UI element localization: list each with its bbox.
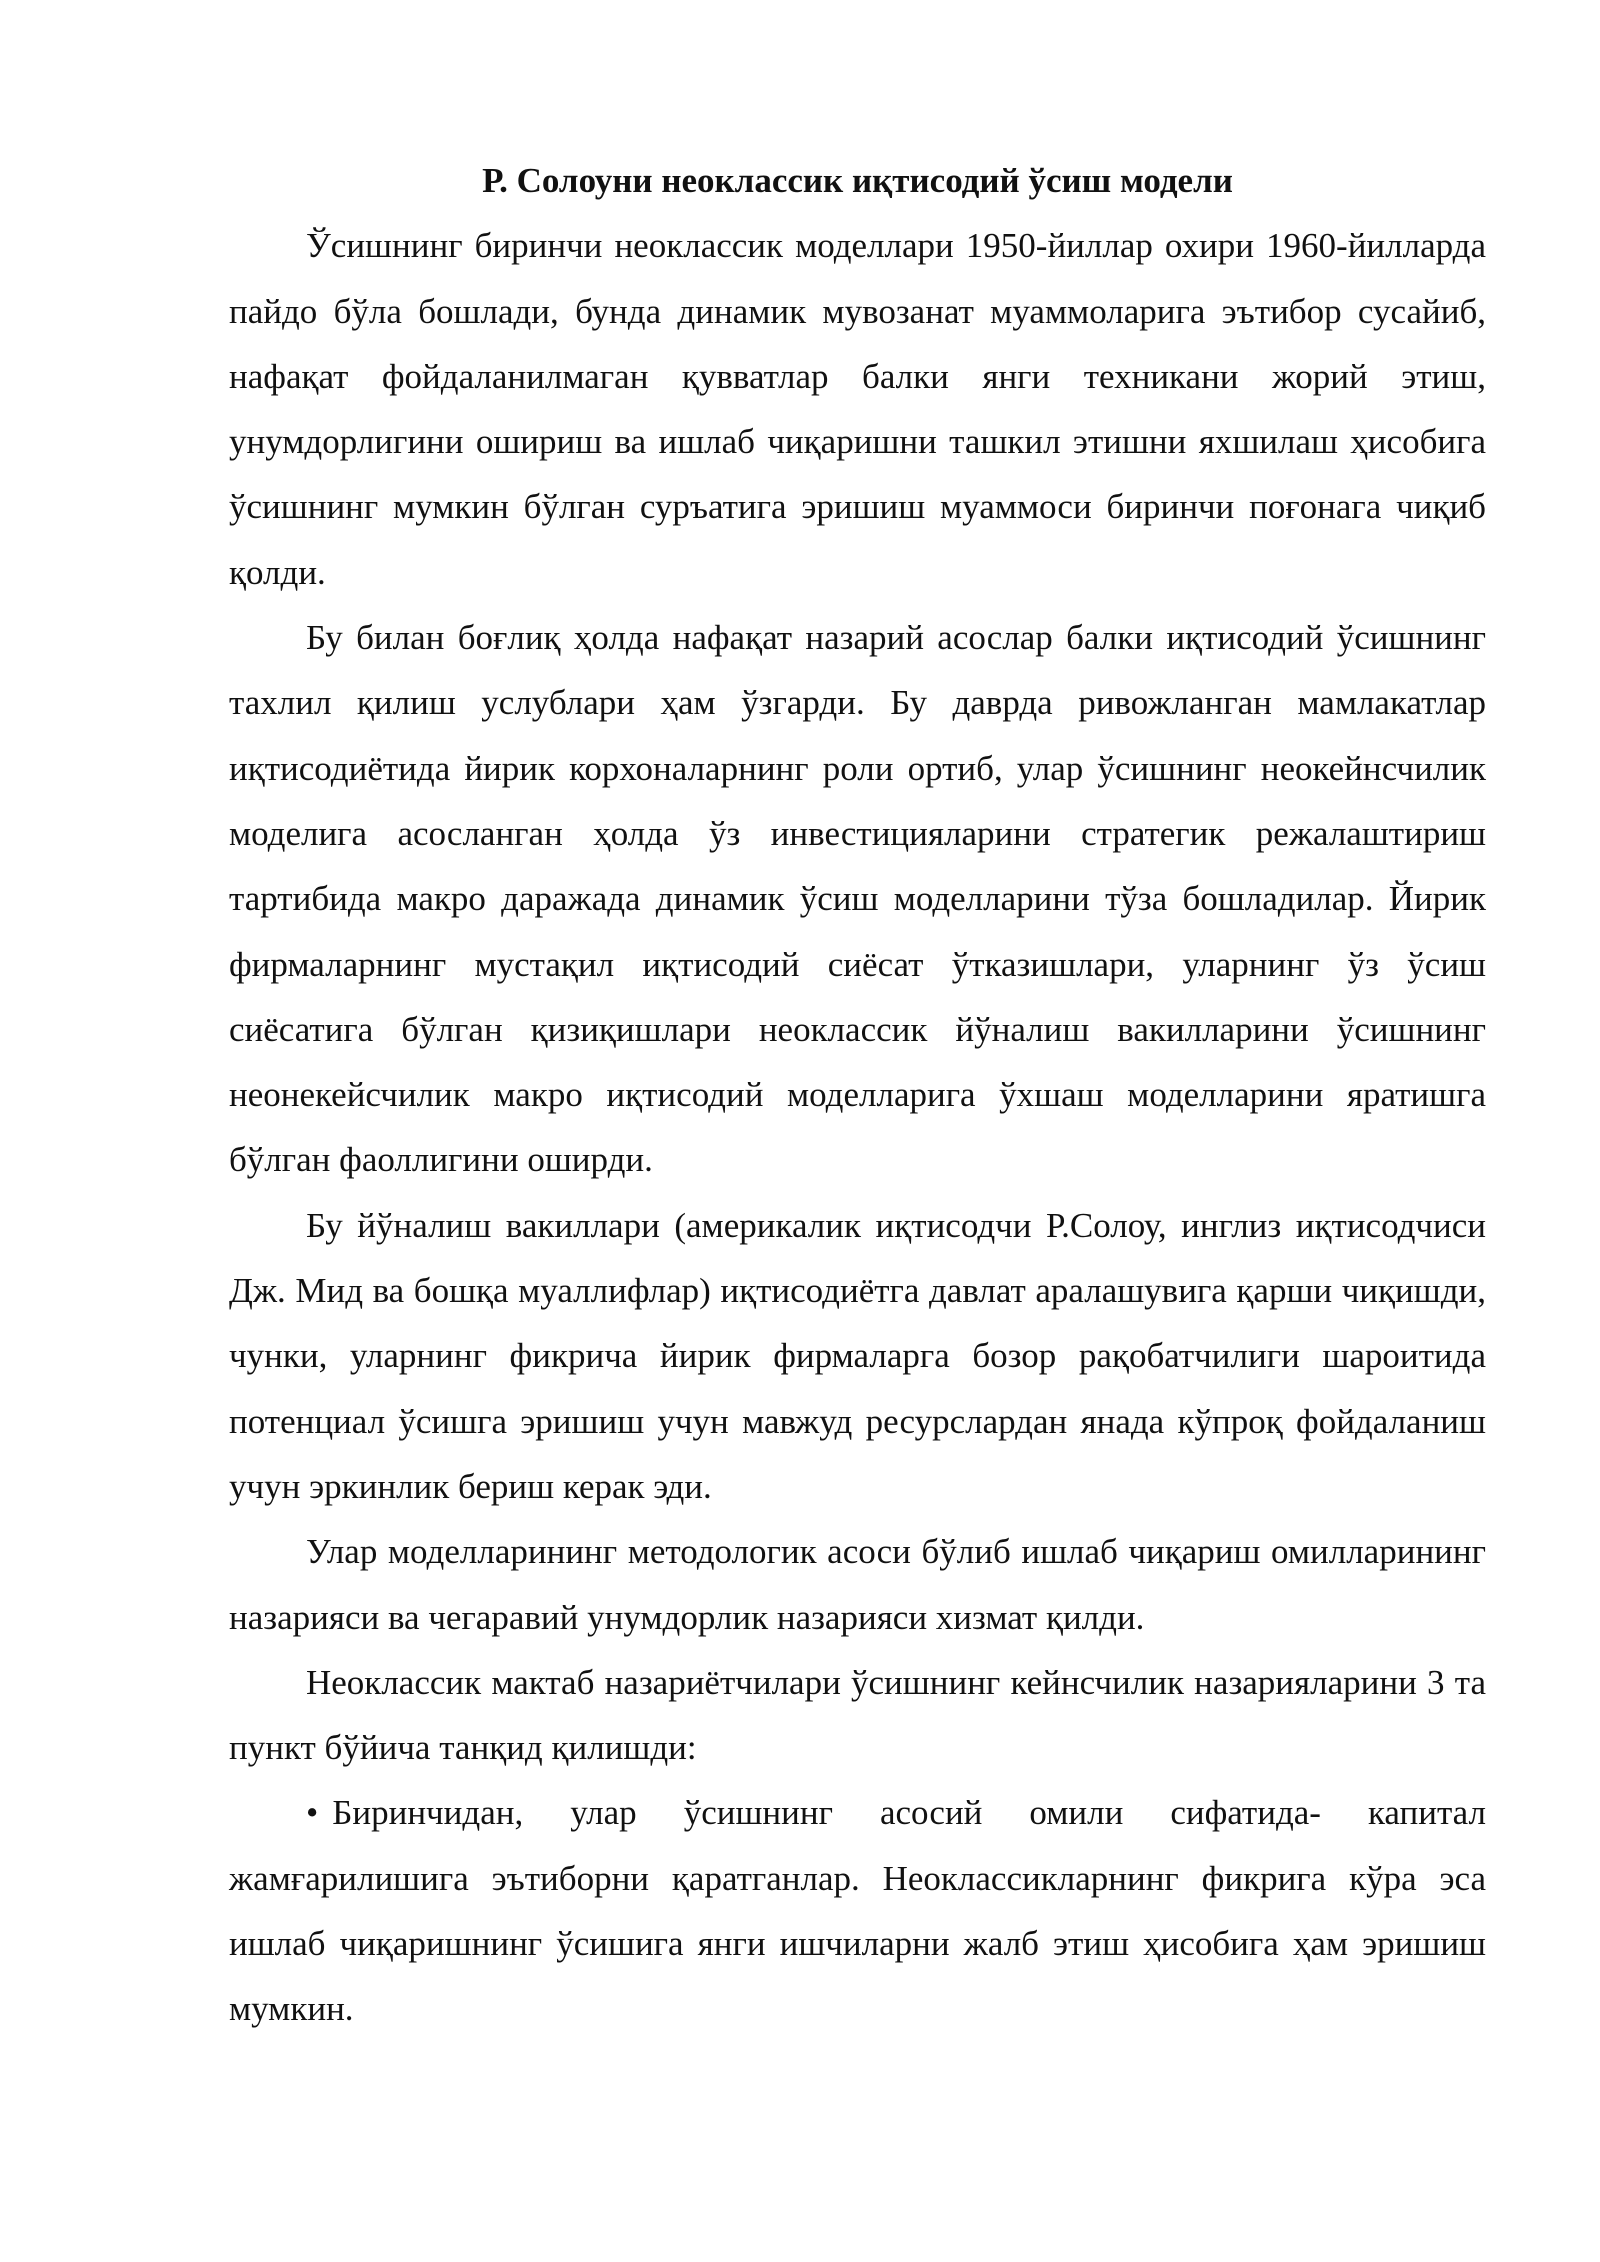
bullet-text: Биринчидан, улар ўсишнинг асосий омили сифатида- капитал жамғарилишига эътиборни қаратганлар. Неоклассикларнинг фикрига кўра эса ишлаб чиқаришнинг ўсишига янги ишчиларни жалб этиш ҳисобига ҳам эришиш мумкин.: [229, 1793, 1486, 2029]
paragraph-1: Ўсишнинг биринчи неоклассик моделлари 1950-йиллар охири 1960-йилларда пайдо бўла бошлади, бунда динамик мувозанат муаммоларига эътибор сусайиб, нафақат фойдаланилмаган қувватлар балки янги техникани жорий этиш, унумдорлигини ошириш ва ишлаб чиқаришни ташкил этишни яхшилаш ҳисобига ўсишнинг мумкин бўлган суръатига эришиш муаммоси биринчи поғонага чиқиб қолди.: [229, 226, 1486, 592]
paragraph-5: Неоклассик мактаб назариётчилари ўсишнинг кейнсчилик назарияларини 3 та пункт бўйича танқид қилишди:: [229, 1662, 1486, 1768]
bullet-marker: •: [306, 1793, 319, 1833]
document-title: Р. Солоуни неоклассик иқтисодий ўсиш модели: [482, 161, 1233, 200]
document-body: [229, 148, 1486, 2042]
paragraph-4: Улар моделларининг методологик асоси бўлиб ишлаб чиқариш омилларининг назарияси ва чегаравий унумдорлик назарияси хизмат қилди.: [229, 1532, 1486, 1637]
bullet-item: [229, 1780, 1486, 2041]
paragraph-3: Бу йўналиш вакиллари (америкалик иқтисодчи Р.Солоу, инглиз иқтисодчиси Дж. Мид ва бошқа муаллифлар) иқтисодиётга давлат аралашувига қарши чиқишди, чунки, уларнинг фикрича йирик фирмаларга бозор рақобатчилиги шароитида потенциал ўсишга эришиш учун мавжуд ресурслардан янада кўпроқ фойдаланиш учун эркинлик бериш керак эди.: [229, 1205, 1486, 1506]
paragraph-2: Бу билан боғлиқ ҳолда нафақат назарий асослар балки иқтисодий ўсишнинг тахлил қилиш услублари ҳам ўзгарди. Бу даврда ривожланган мамлакатлар иқтисодиётида йирик корхоналарнинг роли ортиб, улар ўсишнинг неокейнсчилик моделига асосланган ҳолда ўз инвестицияларини стратегик режалаштириш тартибида макро даражада динамик ўсиш моделларини тўза бошладилар. Йирик фирмаларнинг мустақил иқтисодий сиёсат ўтказишлари, уларнинг ўз ўсиш сиёсатига бўлган қизиқишлари неоклассик йўналиш вакилларини ўсишнинг неонекейсчилик макро иқтисодий моделларига ўхшаш моделларини яратишга бўлган фаоллигини оширди.: [229, 618, 1486, 1180]
